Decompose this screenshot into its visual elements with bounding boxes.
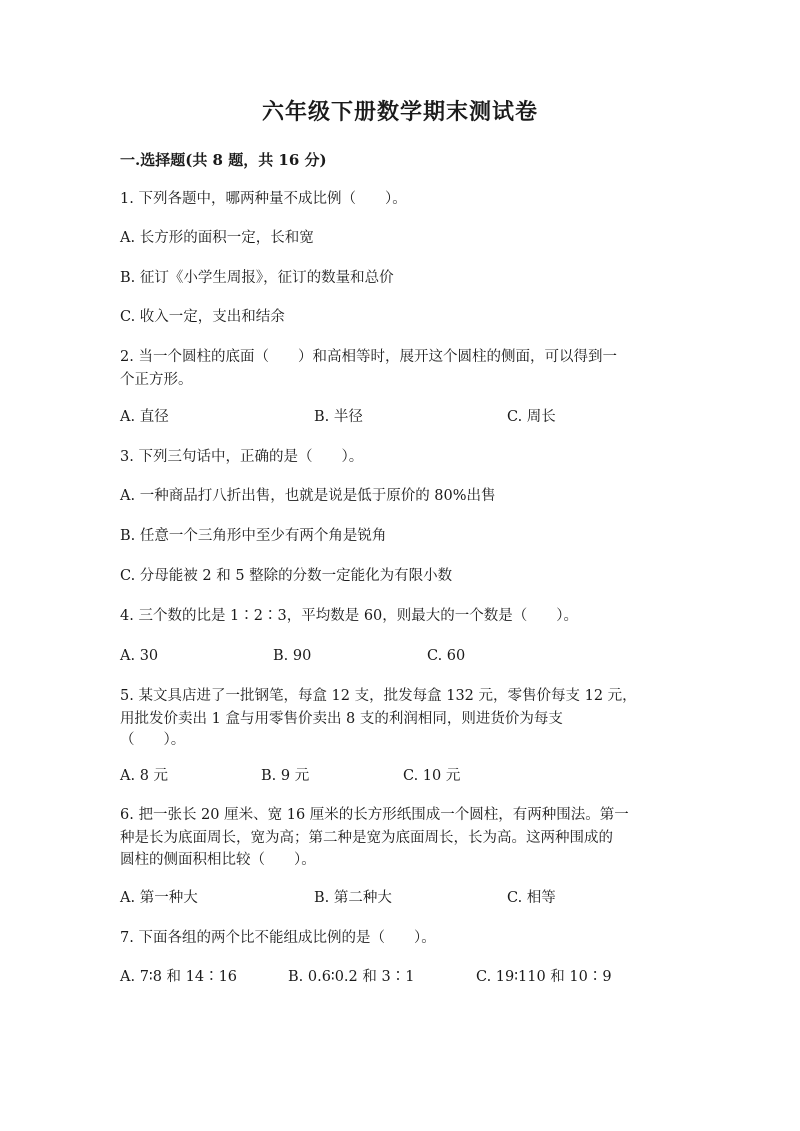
question-4-option-a: A. 30	[120, 648, 159, 664]
question-3-option-b: B. 任意一个三角形中至少有两个角是锐角	[120, 528, 387, 544]
question-6-text-line-3: 圆柱的侧面积相比较（ ）。	[120, 852, 316, 868]
question-5-text-line-3: （ ）。	[120, 732, 186, 748]
question-2-option-a: A. 直径	[120, 409, 169, 425]
question-5-option-b: B. 9 元	[261, 768, 310, 784]
question-4-option-b: B. 90	[273, 648, 312, 664]
question-4-text: 4. 三个数的比是 1∶2∶3，平均数是 60，则最大的一个数是（ ）。	[120, 608, 579, 624]
section-heading: 一.选择题(共 8 题，共 16 分)	[120, 151, 327, 169]
question-2-text-line-2: 个正方形。	[120, 372, 193, 388]
question-7-option-a: A. 7∶8 和 14∶16	[120, 969, 238, 985]
question-2-text-line-1: 2. 当一个圆柱的底面（ ）和高相等时，展开这个圆柱的侧面，可以得到一	[120, 349, 617, 365]
question-2-option-c: C. 周长	[507, 409, 556, 425]
question-6-text-line-2: 种是长为底面周长，宽为高；第二种是宽为底面周长，长为高。这两种围成的	[120, 830, 613, 846]
question-1-option-c: C. 收入一定，支出和结余	[120, 309, 285, 325]
question-5-option-a: A. 8 元	[120, 768, 169, 784]
question-6-text-line-1: 6. 把一张长 20 厘米、宽 16 厘米的长方形纸围成一个圆柱，有两种围法。第一	[120, 807, 629, 823]
question-7-option-b: B. 0.6∶0.2 和 3∶1	[288, 969, 415, 985]
question-5-text-line-1: 5. 某文具店进了一批钢笔，每盒 12 支，批发每盒 132 元，零售价每支 12 元，	[120, 688, 637, 704]
question-6-option-b: B. 第二种大	[314, 890, 392, 906]
question-1-option-a: A. 长方形的面积一定，长和宽	[120, 230, 314, 246]
question-3-text: 3. 下列三句话中，正确的是（ ）。	[120, 449, 364, 465]
question-2-option-b: B. 半径	[314, 409, 363, 425]
question-3-option-a: A. 一种商品打八折出售，也就是说是低于原价的 80%出售	[120, 488, 496, 504]
question-5-option-c: C. 10 元	[403, 768, 461, 784]
question-6-option-a: A. 第一种大	[120, 890, 198, 906]
question-5-text-line-2: 用批发价卖出 1 盒与用零售价卖出 8 支的利润相同，则进货价为每支	[120, 711, 563, 727]
question-4-option-c: C. 60	[427, 648, 466, 664]
question-3-option-c: C. 分母能被 2 和 5 整除的分数一定能化为有限小数	[120, 568, 453, 584]
question-1-text: 1. 下列各题中，哪两种量不成比例（ ）。	[120, 191, 407, 207]
page-title: 六年级下册数学期末测试卷	[261, 99, 538, 125]
question-7-option-c: C. 19∶110 和 10∶9	[476, 969, 612, 985]
question-1-option-b: B. 征订《小学生周报》，征订的数量和总价	[120, 270, 394, 286]
question-7-text: 7. 下面各组的两个比不能组成比例的是（ ）。	[120, 930, 436, 946]
question-6-option-c: C. 相等	[507, 890, 556, 906]
